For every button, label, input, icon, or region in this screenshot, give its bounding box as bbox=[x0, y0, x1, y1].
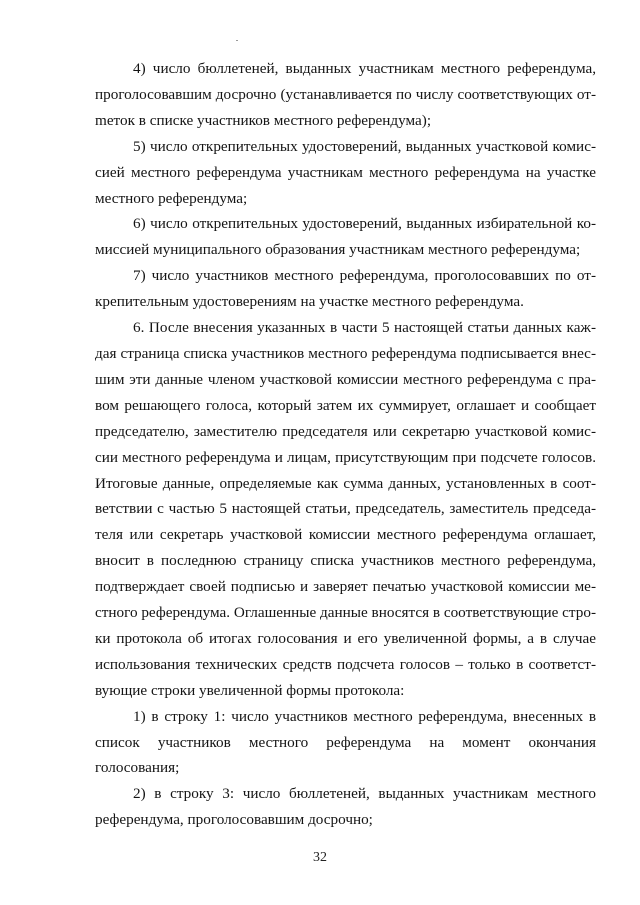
list-item-7: 7) число участников местного референдума, проголосовавших по открепительным удостоверениям на участке местного референдума. bbox=[95, 267, 596, 311]
list-item-4: 4) число бюллетеней, выданных участникам местного референдума, проголосовавшим досрочно (устанавливается по числу соответствующих отmеток в списке участников местного референдума); bbox=[95, 60, 596, 129]
body-text bbox=[95, 56, 596, 833]
scan-speck bbox=[236, 40, 238, 41]
row-1-item: 1) в строку 1: число участников местного референдума, внесенных в список участников местного референдума на момент окончания голосования; bbox=[95, 707, 596, 777]
list-item-5: 5) число открепительных удостоверений, выданных участковой комиссией местного референдума участникам местного референдума на участке местного референдума; bbox=[95, 137, 596, 207]
list-item-6: 6) число открепительных удостоверений, выданных избирательной комиссией муниципального образования участникам местного референдума; bbox=[95, 215, 596, 259]
row-3-item: 2) в строку 3: число бюллетеней, выданных участникам местного референдума, проголосовавшим досрочно; bbox=[95, 785, 596, 829]
page-number: 32 bbox=[313, 850, 327, 865]
section-6-paragraph: 6. После внесения указанных в части 5 настоящей статьи данных каждая страница списка участников местного референдума подписывается внесшим эти данные членом участковой комиссии местного референдума с правом решающего голоса, который затем их суммирует, оглашает и сообщает председателю, заместителю председателя или секретарю участковой комиссии местного референдума и лицам, присутствующим при подсчете голосов. Итоговые данные, определяемые как сумма данных, установленных в соответствии с частью 5 настоящей статьи, председатель, заместитель председателя или секретарь участковой комиссии местного референдума оглашает, вносит в последнюю страницу списка участников местного референдума, подтверждает своей подписью и заверяет печатью участковой комиссии местного референдума. Оглашенные данные вносятся в соответствующие строки протокола об итогах голосования и его увеличенной формы, а в случае использования технических средств подсчета голосов – только в соответствующие строки увеличенной формы протокола: bbox=[95, 319, 596, 699]
